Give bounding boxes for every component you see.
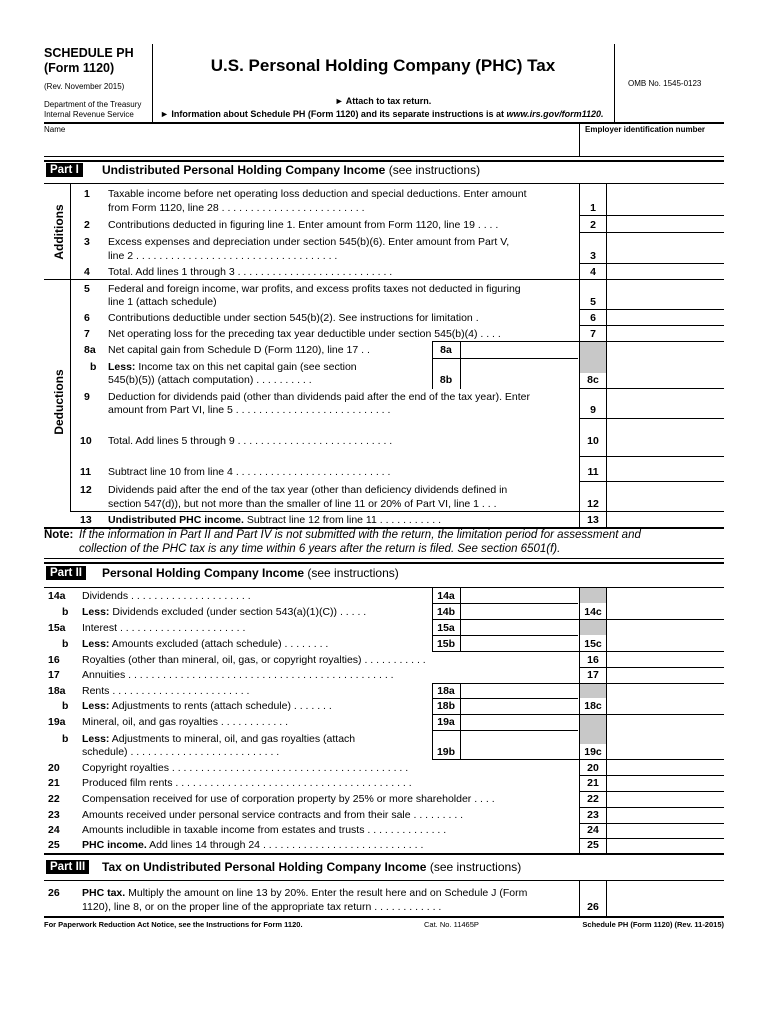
line-number: 11 [80, 466, 92, 478]
omb-number: OMB No. 1545-0123 [628, 79, 702, 88]
line-8a-amount[interactable] [461, 342, 578, 358]
line-6-text: Contributions deductible under section 545(b)(2). See instructions for limitation . [108, 312, 479, 324]
line-13-text: Undistributed PHC income. Subtract line 12 from line 11 . . . . . . . . . . . [108, 514, 442, 526]
line-20-text: Copyright royalties . . . . . . . . . . . . . . . . . . . . . . . . . . . . . . . . . . . . . . . . . [82, 762, 409, 774]
box-label: 15c [584, 638, 602, 650]
line-22-text: Compensation received for use of corporation property by 25% or more shareholder . . . . [82, 793, 495, 805]
line-14b-text: Less: Dividends excluded (under section 543(a)(1)(C)) . . . . . [82, 606, 367, 618]
line-3-text-cont: line 2 . . . . . . . . . . . . . . . . . . . . . . . . . . . . . . . . . . . [108, 250, 338, 262]
box-label: 23 [587, 809, 599, 821]
shaded-cell [580, 684, 606, 698]
line-11-amount[interactable] [607, 457, 723, 481]
line-13-amount[interactable] [607, 512, 723, 527]
box-label: 25 [587, 839, 599, 851]
line-8c-amount[interactable] [607, 342, 723, 388]
part1-title: Undistributed Personal Holding Company Income (see instructions) [102, 163, 481, 177]
line-number: 26 [48, 887, 60, 899]
box-label: 14b [436, 606, 456, 618]
shaded-cell [580, 620, 606, 635]
line-14a-text: Dividends . . . . . . . . . . . . . . . . . . . . . [82, 590, 251, 602]
line-21-amount[interactable] [607, 776, 723, 791]
line-19a-text: Mineral, oil, and gas royalties . . . . . . . . . . . . [82, 716, 288, 728]
line-6-amount[interactable] [607, 310, 723, 325]
line-4-amount[interactable] [607, 264, 723, 279]
ein-field[interactable] [582, 135, 722, 155]
line-number: b [90, 361, 97, 373]
schedule-title: SCHEDULE PH [44, 46, 134, 60]
line-3-amount[interactable] [607, 233, 723, 263]
line-number: 21 [48, 777, 60, 789]
line-24-amount[interactable] [607, 824, 723, 838]
box-label: 19c [584, 746, 602, 758]
line-22-amount[interactable] [607, 792, 723, 807]
line-7-text: Net operating loss for the preceding tax year deductible under section 545(b)(4) . . . . [108, 328, 501, 340]
box-label: 19a [437, 716, 455, 728]
line-15c-amount[interactable] [607, 620, 723, 651]
line-5-amount[interactable] [607, 280, 723, 309]
line-11-text: Subtract line 10 from line 4 . . . . . . . . . . . . . . . . . . . . . . . . . . . [108, 466, 391, 478]
additions-label: Additions [52, 204, 66, 260]
line-2-amount[interactable] [607, 216, 723, 232]
info-line: ► Information about Schedule PH (Form 1120) and its separate instructions is at www.irs.gov/form1120. [160, 109, 604, 119]
box-label: 2 [590, 219, 596, 231]
line-26-amount[interactable] [607, 881, 723, 915]
line-number: 20 [48, 762, 60, 774]
box-label: 4 [590, 266, 596, 278]
box-label: 9 [590, 404, 596, 416]
footer-notice: For Paperwork Reduction Act Notice, see the Instructions for Form 1120. [44, 920, 303, 929]
box-label: 8c [587, 374, 599, 386]
line-number: 17 [48, 669, 60, 681]
box-label: 8b [439, 374, 453, 386]
line-19b-text: Less: Adjustments to mineral, oil, and gas royalties (attach [82, 733, 356, 745]
part2-label: Part II [46, 566, 86, 580]
line-23-text: Amounts received under personal service contracts and from their sale . . . . . . . . . [82, 809, 464, 821]
line-1-amount[interactable] [607, 188, 723, 215]
line-24-text: Amounts includible in taxable income from estates and trusts . . . . . . . . . . . . . . [82, 824, 447, 836]
line-number: 16 [48, 654, 60, 666]
line-5-text-cont: line 1 (attach schedule) [108, 296, 217, 308]
line-21-text: Produced film rents . . . . . . . . . . . . . . . . . . . . . . . . . . . . . . . . . . . . . . . . . [82, 777, 412, 789]
line-18b-amount[interactable] [461, 699, 578, 713]
line-5-text: Federal and foreign income, war profits, and excess profits taxes not deducted in figuring [108, 283, 521, 295]
box-label: 14c [584, 606, 602, 618]
line-number: 3 [84, 236, 90, 248]
line-number: b [62, 733, 69, 745]
line-14a-amount[interactable] [461, 588, 578, 603]
line-19b-amount[interactable] [461, 731, 578, 759]
box-label: 11 [587, 466, 599, 478]
box-label: 20 [587, 762, 599, 774]
line-1-text: Taxable income before net operating loss deduction and special deductions. Enter amount [108, 188, 527, 200]
box-label: 24 [587, 824, 599, 836]
line-16-text: Royalties (other than mineral, oil, gas, or copyright royalties) . . . . . . . . . . . [82, 654, 426, 666]
name-label: Name [44, 125, 66, 134]
part1-label: Part I [46, 163, 83, 177]
note-label: Note: [44, 529, 74, 541]
footer-form-id: Schedule PH (Form 1120) (Rev. 11-2015) [582, 920, 724, 929]
line-10-amount[interactable] [607, 419, 723, 456]
line-18c-amount[interactable] [607, 684, 723, 714]
line-16-amount[interactable] [607, 652, 723, 667]
line-number: 8a [84, 344, 96, 356]
line-20-amount[interactable] [607, 760, 723, 775]
revision-date: (Rev. November 2015) [44, 82, 125, 91]
form-number: (Form 1120) [44, 61, 115, 75]
line-19a-amount[interactable] [461, 715, 578, 730]
line-8b-text-cont: 545(b)(5)) (attach computation) . . . . . . . . . . [108, 374, 312, 386]
box-label: 6 [590, 312, 596, 324]
line-23-amount[interactable] [607, 808, 723, 823]
shaded-cell [580, 588, 606, 603]
line-10-text: Total. Add lines 5 through 9 . . . . . . . . . . . . . . . . . . . . . . . . . . . [108, 435, 393, 447]
box-label: 13 [587, 514, 599, 526]
box-label: 15a [437, 622, 455, 634]
box-label: 26 [587, 901, 599, 913]
box-label: 3 [590, 250, 596, 262]
line-15a-text: Interest . . . . . . . . . . . . . . . . . . . . . . [82, 622, 246, 634]
line-25-text: PHC income. Add lines 14 through 24 . . . . . . . . . . . . . . . . . . . . . . . . . . . . [82, 839, 424, 851]
line-number: 15a [48, 622, 66, 634]
line-17-amount[interactable] [607, 668, 723, 683]
line-9-text-cont: amount from Part VI, line 5 . . . . . . . . . . . . . . . . . . . . . . . . . . . [108, 404, 391, 416]
department: Department of the Treasury [44, 100, 142, 109]
line-1-text-cont: from Form 1120, line 28 . . . . . . . . . . . . . . . . . . . . . . . . . [108, 202, 365, 214]
note-text: If the information in Part II and Part IV is not submitted with the return, the limitation period for assessment and [79, 529, 641, 541]
line-12-text: Dividends paid after the end of the tax year (other than deficiency dividends defined in [108, 484, 508, 496]
box-label: 18a [437, 685, 455, 697]
box-label: 18b [436, 700, 456, 712]
line-7-amount[interactable] [607, 326, 723, 341]
line-18a-amount[interactable] [461, 684, 578, 698]
line-3-text: Excess expenses and depreciation under section 545(b)(6). Enter amount from Part V, [108, 236, 510, 248]
irs-link[interactable]: www.irs.gov/form1120. [506, 109, 604, 119]
line-18b-text: Less: Adjustments to rents (attach schedule) . . . . . . . [82, 700, 332, 712]
line-number: 18a [48, 685, 66, 697]
line-26-text: PHC tax. Multiply the amount on line 13 by 20%. Enter the result here and on Schedule J (Form [82, 887, 528, 899]
line-number: 10 [80, 435, 92, 447]
line-number: 13 [80, 514, 92, 526]
line-14b-amount[interactable] [461, 604, 578, 619]
line-8a-text: Net capital gain from Schedule D (Form 1120), line 17 . . [108, 344, 370, 356]
box-label: 10 [587, 435, 599, 447]
part3-label: Part III [46, 860, 89, 874]
catalog-number: Cat. No. 11465P [424, 920, 479, 929]
box-label: 15b [436, 638, 456, 650]
part3-title: Tax on Undistributed Personal Holding Company Income (see instructions) [102, 860, 522, 874]
attach-instruction: ► Attach to tax return. [334, 96, 432, 106]
box-label: 1 [590, 202, 596, 214]
line-14c-amount[interactable] [607, 588, 723, 619]
shaded-cell [580, 715, 606, 744]
line-number: b [62, 638, 69, 650]
box-label: 22 [587, 793, 599, 805]
deductions-label: Deductions [52, 369, 66, 435]
line-2-text: Contributions deducted in figuring line 1. Enter amount from Form 1120, line 19 . . . . [108, 219, 499, 231]
box-label: 7 [590, 328, 596, 340]
box-label: 19b [436, 746, 456, 758]
line-number: 25 [48, 839, 60, 851]
line-19b-text-cont: schedule) . . . . . . . . . . . . . . . . . . . . . . . . . . [82, 746, 280, 758]
line-number: 19a [48, 716, 66, 728]
line-number: 24 [48, 824, 60, 836]
line-number: 12 [80, 484, 92, 496]
line-26-text-cont: 1120), line 8, or on the proper line of the appropriate tax return . . . . . . . . . . . . [82, 901, 442, 913]
line-19c-amount[interactable] [607, 715, 723, 759]
line-number: 14a [48, 590, 66, 602]
line-8b-amount[interactable] [461, 359, 578, 388]
agency: Internal Revenue Service [44, 110, 134, 119]
ein-label: Employer identification number [585, 125, 706, 134]
line-number: 2 [84, 219, 90, 231]
line-number: 6 [84, 312, 90, 324]
form-title: U.S. Personal Holding Company (PHC) Tax [210, 56, 556, 75]
name-field[interactable] [44, 133, 578, 155]
line-number: 1 [84, 188, 90, 200]
line-9-amount[interactable] [607, 389, 723, 418]
line-number: 9 [84, 391, 90, 403]
line-15a-amount[interactable] [461, 620, 578, 635]
box-label: 5 [590, 296, 596, 308]
line-number: b [62, 700, 69, 712]
line-15b-text: Less: Amounts excluded (attach schedule) . . . . . . . . [82, 638, 329, 650]
box-label: 17 [587, 669, 599, 681]
line-8b-text: Less: Income tax on this net capital gain (see section [108, 361, 357, 373]
line-number: b [62, 606, 69, 618]
line-number: 22 [48, 793, 60, 805]
line-4-text: Total. Add lines 1 through 3 . . . . . . . . . . . . . . . . . . . . . . . . . . . [108, 266, 393, 278]
line-number: 7 [84, 328, 90, 340]
box-label: 18c [584, 700, 602, 712]
line-9-text: Deduction for dividends paid (other than dividends paid after the end of the tax year). Enter [108, 391, 531, 403]
part2-title: Personal Holding Company Income (see instructions) [102, 566, 399, 580]
line-25-amount[interactable] [607, 839, 723, 853]
note-text-cont: collection of the PHC tax is any time within 6 years after the return is filed. See section 6501(f). [79, 543, 561, 555]
box-label: 12 [587, 498, 599, 510]
line-15b-amount[interactable] [461, 636, 578, 651]
line-number: 4 [84, 266, 90, 278]
shaded-cell [580, 342, 606, 373]
line-18a-text: Rents . . . . . . . . . . . . . . . . . . . . . . . . [82, 685, 250, 697]
line-number: 5 [84, 283, 90, 295]
box-label: 21 [587, 777, 599, 789]
box-label: 14a [437, 590, 455, 602]
line-12-amount[interactable] [607, 482, 723, 511]
box-label: 16 [587, 654, 599, 666]
line-12-text-cont: section 547(d)), but not more than the smaller of line 11 or 20% of Part VI, line 1 . . . [108, 498, 497, 510]
line-number: 23 [48, 809, 60, 821]
box-label: 8a [440, 344, 452, 356]
line-17-text: Annuities . . . . . . . . . . . . . . . . . . . . . . . . . . . . . . . . . . . . . . . . . . . . . . [82, 669, 394, 681]
